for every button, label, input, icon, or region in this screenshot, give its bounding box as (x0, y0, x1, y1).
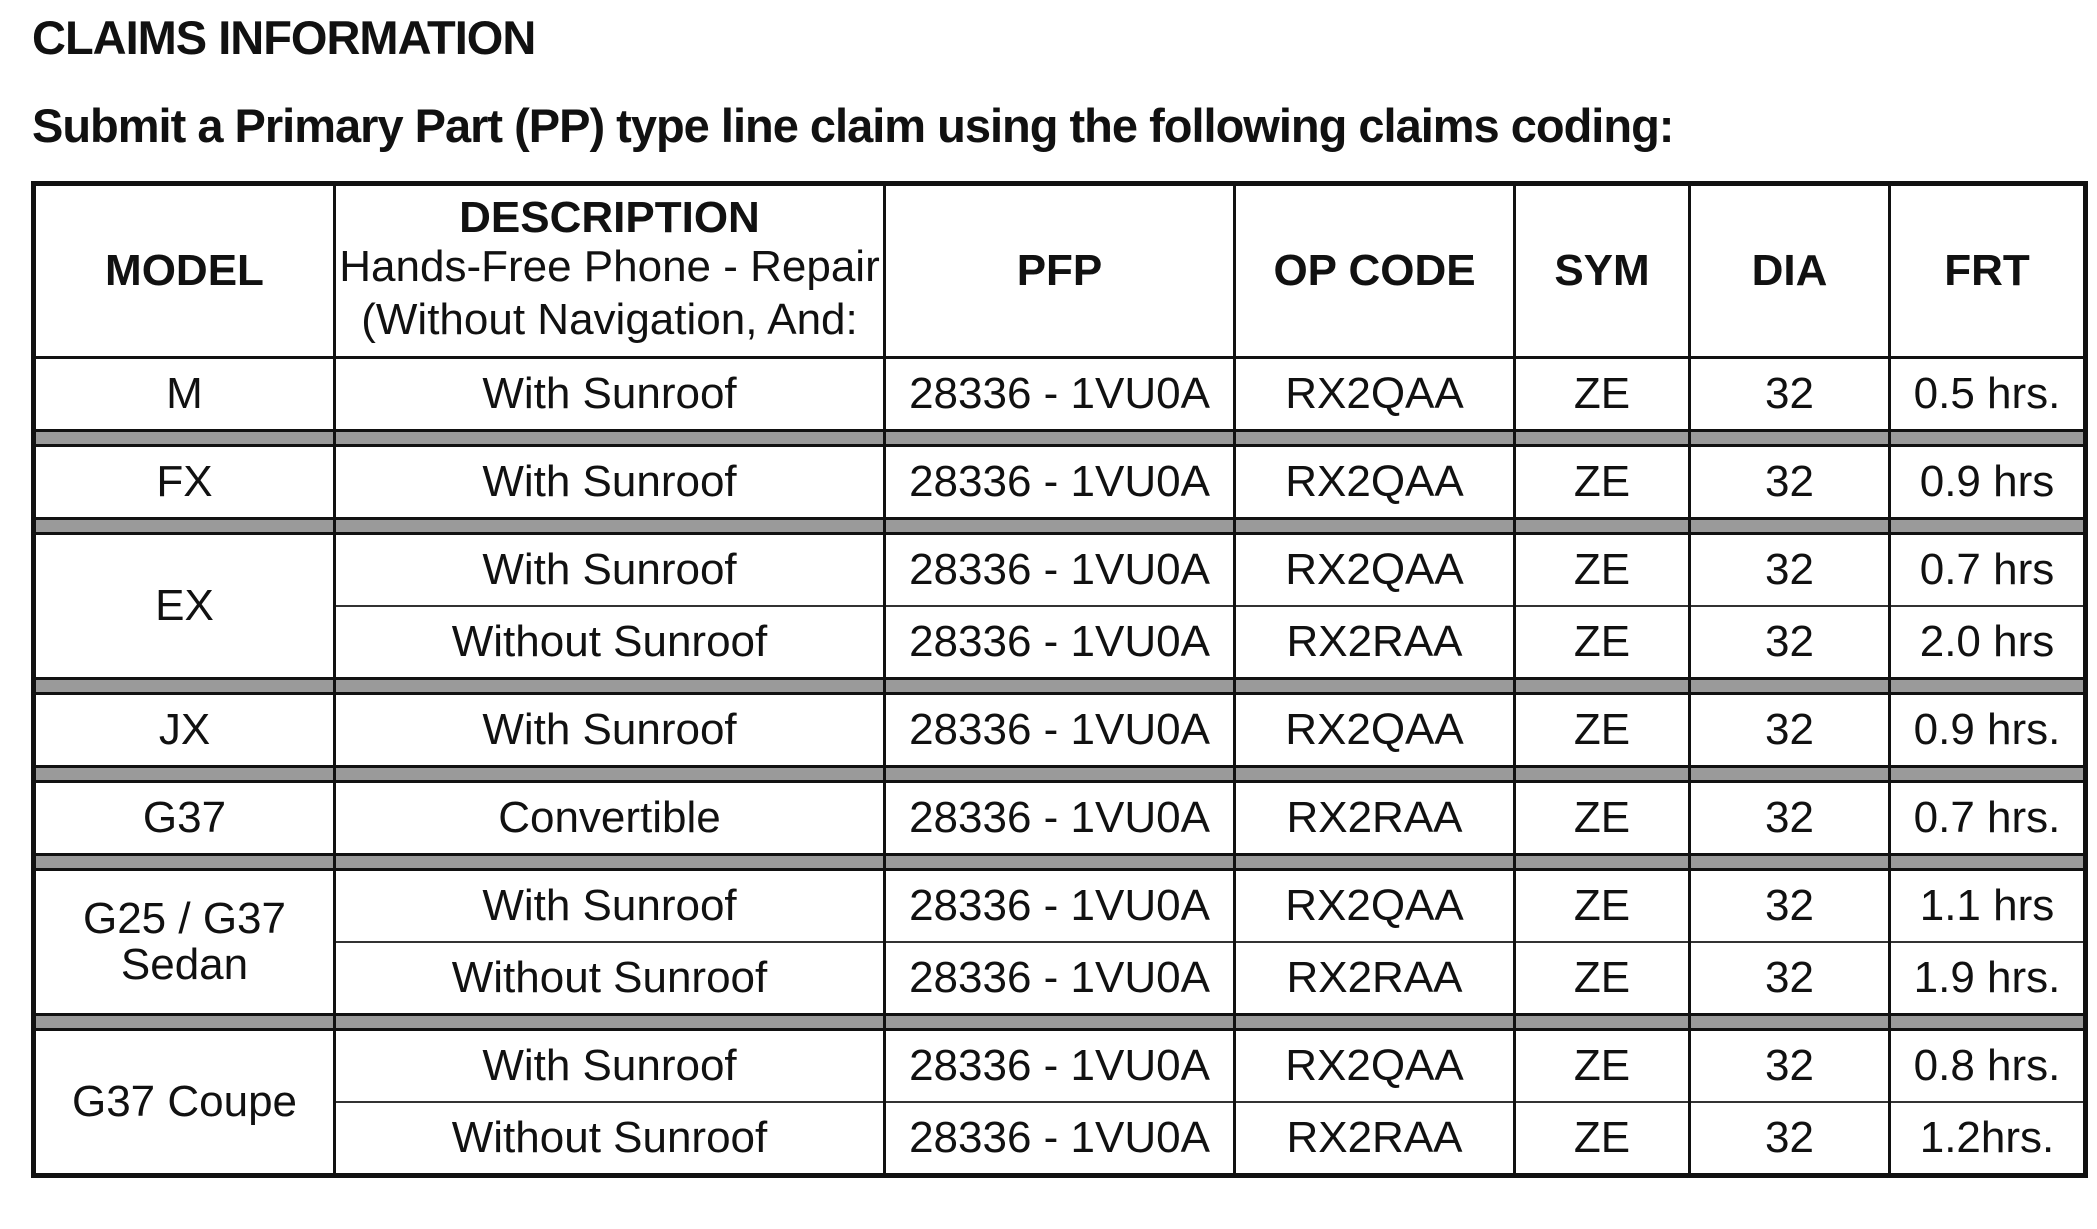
group-separator (34, 855, 2086, 870)
frt-cell: 1.1 hrs (1890, 870, 2086, 943)
op-code-cell: RX2QAA (1235, 446, 1515, 519)
model-cell: M (34, 358, 335, 431)
sym-cell: ZE (1515, 694, 1690, 767)
sym-cell: ZE (1515, 1030, 1690, 1103)
model-cell (34, 870, 335, 1015)
frt-cell: 0.5 hrs. (1890, 358, 2086, 431)
frt-cell: 0.9 hrs. (1890, 694, 2086, 767)
op-code-cell: RX2QAA (1235, 694, 1515, 767)
header-op-code: OP CODE (1235, 184, 1515, 358)
description-cell: With Sunroof (335, 534, 885, 607)
header-row (34, 184, 2086, 358)
model-cell: FX (34, 446, 335, 519)
dia-cell: 32 (1690, 446, 1890, 519)
dia-cell: 32 (1690, 606, 1890, 679)
op-code-cell: RX2QAA (1235, 1030, 1515, 1103)
pfp-cell: 28336 - 1VU0A (885, 782, 1235, 855)
pfp-cell: 28336 - 1VU0A (885, 694, 1235, 767)
table-row (34, 782, 2086, 855)
model-cell: EX (34, 534, 335, 679)
description-cell: With Sunroof (335, 1030, 885, 1103)
pfp-cell: 28336 - 1VU0A (885, 942, 1235, 1015)
model-line1: G25 / G37 (82, 893, 286, 943)
description-cell: Without Sunroof (335, 606, 885, 679)
pfp-cell: 28336 - 1VU0A (885, 446, 1235, 519)
table-row (34, 870, 2086, 943)
group-separator (34, 431, 2086, 446)
sym-cell: ZE (1515, 534, 1690, 607)
dia-cell: 32 (1690, 1030, 1890, 1103)
op-code-cell: RX2QAA (1235, 534, 1515, 607)
header-frt: FRT (1890, 184, 2086, 358)
model-cell: G37 (34, 782, 335, 855)
pfp-cell: 28336 - 1VU0A (885, 870, 1235, 943)
frt-cell: 1.2hrs. (1890, 1102, 2086, 1176)
table-row (34, 694, 2086, 767)
header-description (335, 184, 885, 358)
frt-cell: 0.7 hrs (1890, 534, 2086, 607)
sym-cell: ZE (1515, 446, 1690, 519)
table-row (34, 1030, 2086, 1103)
sym-cell: ZE (1515, 870, 1690, 943)
header-description-line1: Hands-Free Phone - Repair (339, 242, 880, 292)
claims-coding-table (31, 181, 2088, 1178)
op-code-cell: RX2QAA (1235, 358, 1515, 431)
frt-cell: 0.7 hrs. (1890, 782, 2086, 855)
op-code-cell: RX2RAA (1235, 1102, 1515, 1176)
sym-cell: ZE (1515, 942, 1690, 1015)
table-row (34, 446, 2086, 519)
pfp-cell: 28336 - 1VU0A (885, 358, 1235, 431)
frt-cell: 0.9 hrs (1890, 446, 2086, 519)
dia-cell: 32 (1690, 942, 1890, 1015)
description-cell: Without Sunroof (335, 1102, 885, 1176)
dia-cell: 32 (1690, 870, 1890, 943)
header-sym: SYM (1515, 184, 1690, 358)
header-description-line2: (Without Navigation, And: (361, 295, 858, 345)
pfp-cell: 28336 - 1VU0A (885, 1030, 1235, 1103)
header-pfp: PFP (885, 184, 1235, 358)
frt-cell: 1.9 hrs. (1890, 942, 2086, 1015)
op-code-cell: RX2RAA (1235, 606, 1515, 679)
description-cell: Convertible (335, 782, 885, 855)
table-row (34, 1102, 2086, 1176)
model-line2: Sedan (120, 940, 249, 989)
pfp-cell: 28336 - 1VU0A (885, 534, 1235, 607)
group-separator (34, 767, 2086, 782)
op-code-cell: RX2RAA (1235, 942, 1515, 1015)
section-heading: CLAIMS INFORMATION (32, 11, 536, 64)
frt-cell: 0.8 hrs. (1890, 1030, 2086, 1103)
table-row (34, 942, 2086, 1015)
instruction-text: Submit a Primary Part (PP) type line claim using the following claims coding: (32, 99, 1674, 152)
header-model: MODEL (34, 184, 335, 358)
dia-cell: 32 (1690, 1102, 1890, 1176)
model-cell: G37 Coupe (34, 1030, 335, 1176)
description-cell: With Sunroof (335, 870, 885, 943)
sym-cell: ZE (1515, 606, 1690, 679)
group-separator (34, 519, 2086, 534)
table-row (34, 606, 2086, 679)
description-cell: With Sunroof (335, 358, 885, 431)
dia-cell: 32 (1690, 782, 1890, 855)
pfp-cell: 28336 - 1VU0A (885, 1102, 1235, 1176)
description-cell: With Sunroof (335, 446, 885, 519)
dia-cell: 32 (1690, 358, 1890, 431)
header-description-title: DESCRIPTION (459, 193, 760, 243)
description-cell: Without Sunroof (335, 942, 885, 1015)
op-code-cell: RX2QAA (1235, 870, 1515, 943)
dia-cell: 32 (1690, 534, 1890, 607)
op-code-cell: RX2RAA (1235, 782, 1515, 855)
group-separator (34, 679, 2086, 694)
dia-cell: 32 (1690, 694, 1890, 767)
sym-cell: ZE (1515, 358, 1690, 431)
sym-cell: ZE (1515, 1102, 1690, 1176)
frt-cell: 2.0 hrs (1890, 606, 2086, 679)
pfp-cell: 28336 - 1VU0A (885, 606, 1235, 679)
description-cell: With Sunroof (335, 694, 885, 767)
table-row (34, 534, 2086, 607)
group-separator (34, 1015, 2086, 1030)
model-cell: JX (34, 694, 335, 767)
table-row (34, 358, 2086, 431)
sym-cell: ZE (1515, 782, 1690, 855)
header-dia: DIA (1690, 184, 1890, 358)
